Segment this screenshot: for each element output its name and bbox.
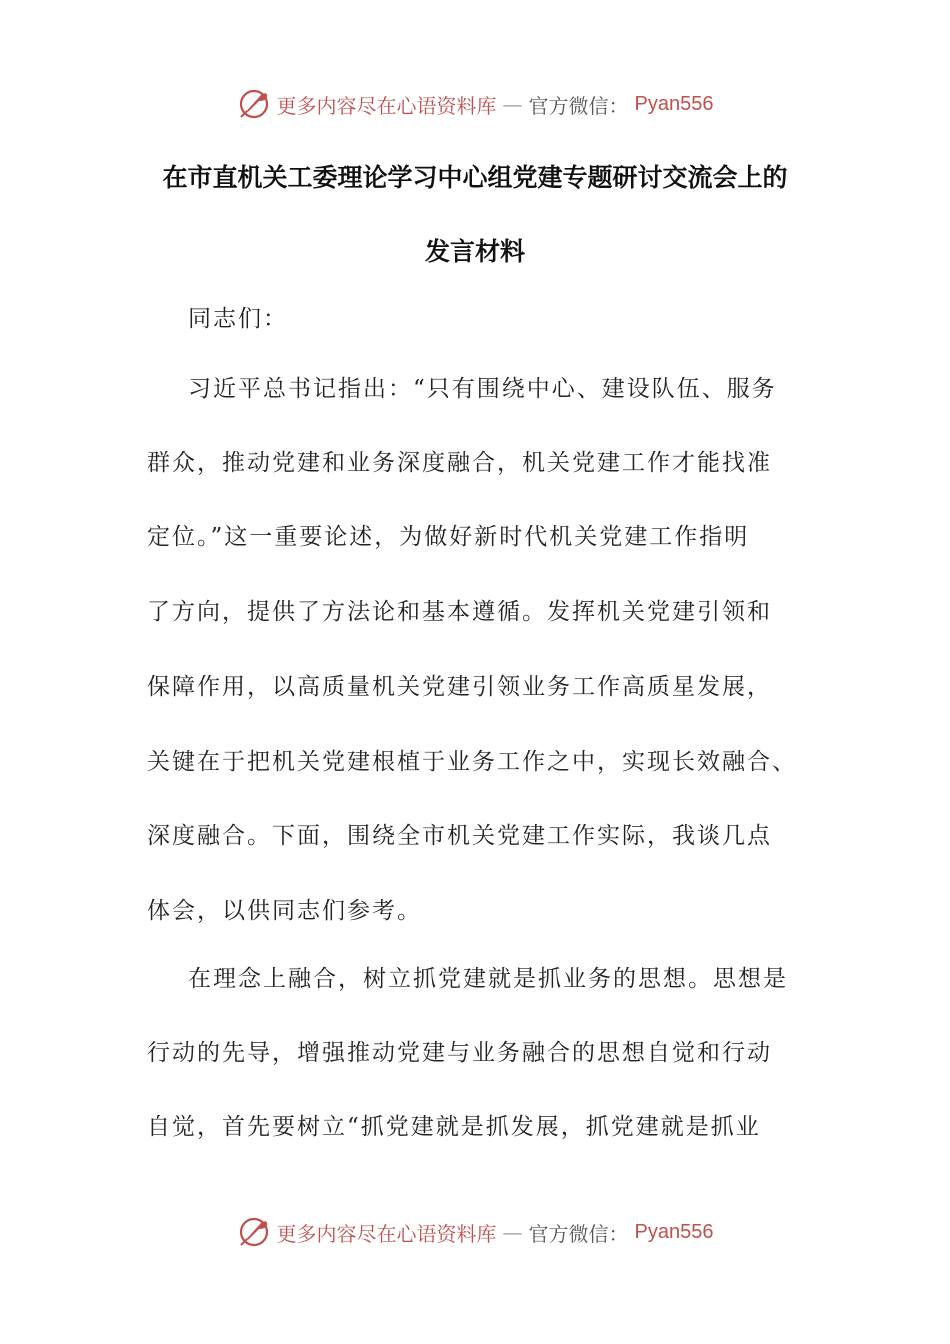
body-line: 关键在于把机关党建根植于业务工作之中，实现长效融合、 xyxy=(147,749,797,775)
salutation: 同志们： xyxy=(188,306,288,332)
body-line: 自觉，首先要树立“抓党建就是抓发展，抓党建就是抓业 xyxy=(147,1114,761,1140)
watermark-dash: — xyxy=(502,92,523,116)
watermark-wechat-id: Pyan556 xyxy=(634,92,714,115)
watermark-wechat-id: Pyan556 xyxy=(634,1220,714,1243)
watermark-footer xyxy=(0,1212,950,1252)
quill-logo-icon xyxy=(237,1215,271,1249)
quill-logo-icon xyxy=(237,87,271,121)
watermark-site-text: 更多内容尽在心语资料库 xyxy=(276,1221,497,1246)
body-line: 定位。”这一重要论述，为做好新时代机关党建工作指明 xyxy=(147,524,750,550)
body-line: 体会，以供同志们参考。 xyxy=(147,898,422,924)
watermark-header xyxy=(0,84,950,124)
watermark-wechat-label: 官方微信： xyxy=(528,93,629,118)
watermark-dash: — xyxy=(502,1220,523,1244)
body-line: 群众，推动党建和业务深度融合，机关党建工作才能找准 xyxy=(147,450,772,476)
document-title-line2: 发言材料 xyxy=(424,237,525,266)
body-line: 了方向，提供了方法论和基本遵循。发挥机关党建引领和 xyxy=(147,599,772,625)
body-line: 深度融合。下面，围绕全市机关党建工作实际，我谈几点 xyxy=(147,823,772,849)
body-line: 习近平总书记指出：“只有围绕中心、建设队伍、服务 xyxy=(188,376,777,402)
watermark-site-text: 更多内容尽在心语资料库 xyxy=(276,93,497,118)
document-title-line1: 在市直机关工委理论学习中心组党建专题研讨交流会上的 xyxy=(162,163,788,192)
body-line: 行动的先导，增强推动党建与业务融合的思想自觉和行动 xyxy=(147,1040,772,1066)
body-line: 保障作用，以高质量机关党建引领业务工作高质星发展， xyxy=(147,674,772,700)
watermark-wechat-label: 官方微信： xyxy=(528,1221,629,1246)
body-line: 在理念上融合，树立抓党建就是抓业务的思想。思想是 xyxy=(188,966,788,992)
